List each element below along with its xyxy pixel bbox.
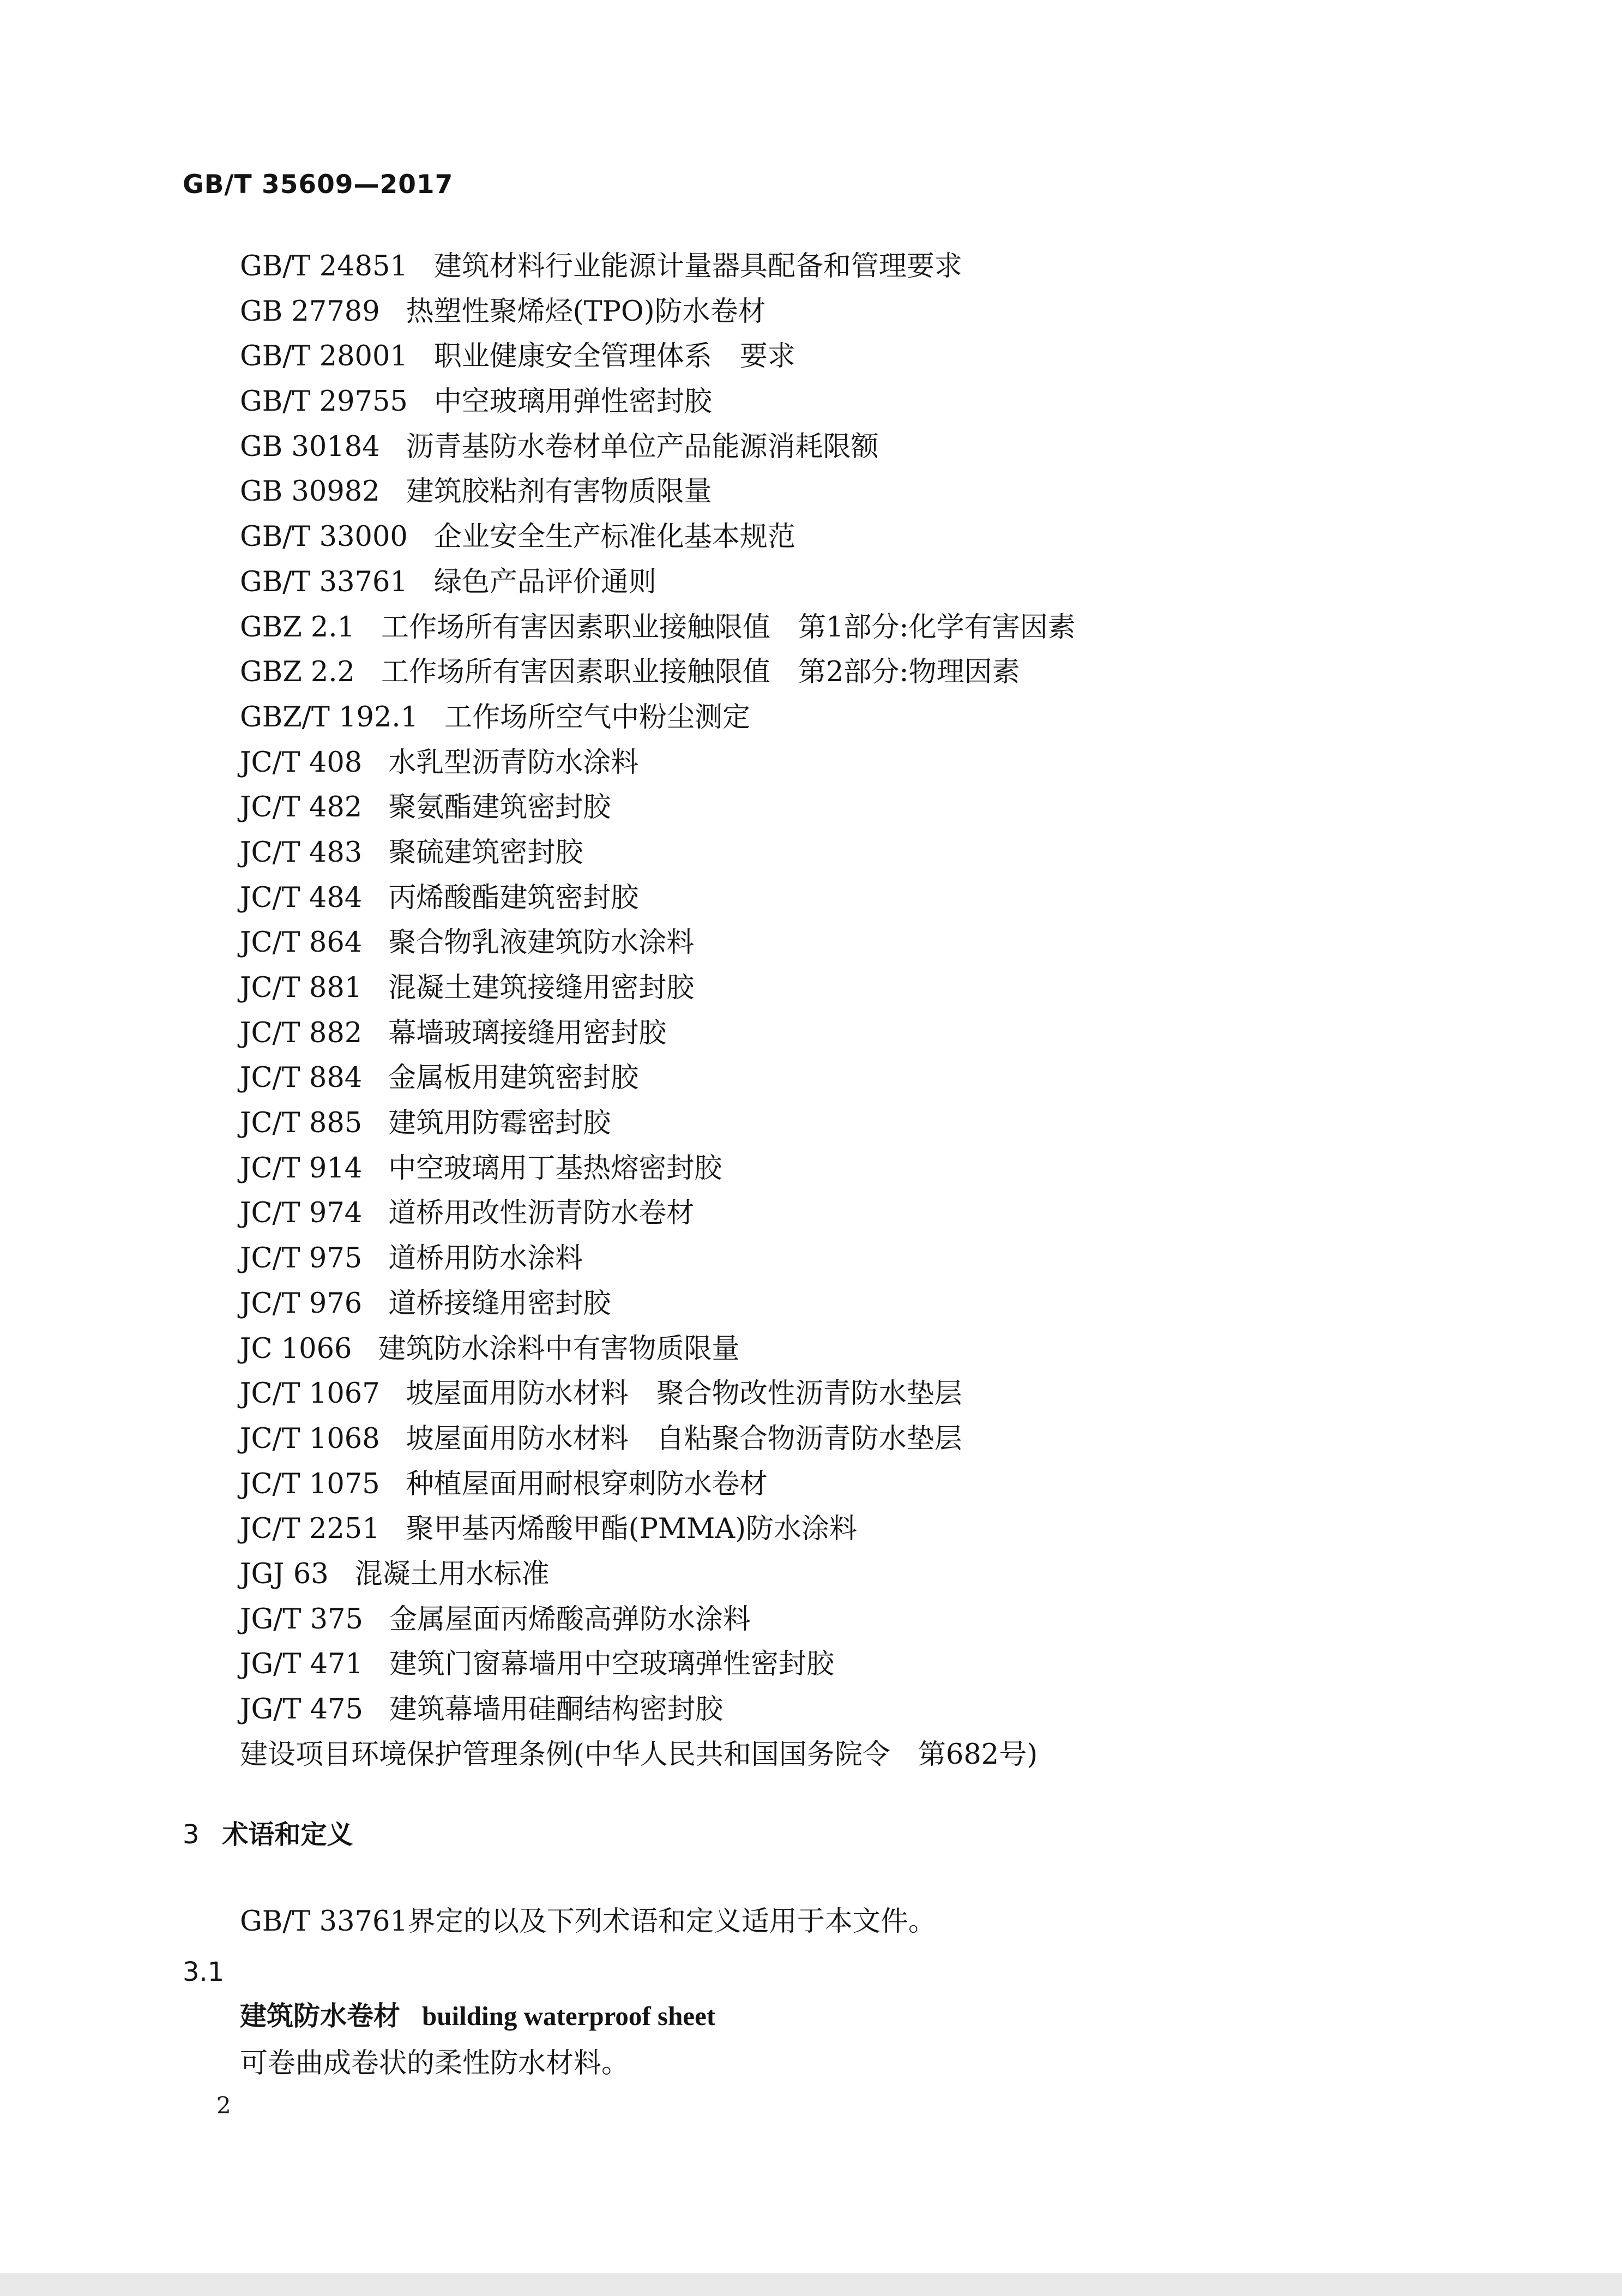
reference-code: JC/T 1068 [240,1422,380,1455]
reference-item [240,1146,1076,1192]
section-title: 术语和定义 [222,1819,353,1850]
reference-title: 工作场所有害因素职业接触限值 第1部分:化学有害因素 [381,611,1076,644]
reference-item [240,650,1076,695]
reference-title: 建筑用防霉密封胶 [388,1107,611,1140]
reference-item [240,1733,1076,1778]
reference-title: 工作场所空气中粉尘测定 [444,701,751,734]
reference-title: 工作场所有害因素职业接触限值 第2部分:物理因素 [381,656,1020,689]
reference-code: GB/T 33761 [240,566,408,598]
reference-item [240,605,1076,651]
reference-item [240,695,1076,741]
reference-code: GB/T 33000 [240,521,408,554]
reference-code: JC/T 884 [240,1062,363,1095]
reference-title: 建筑材料行业能源计量器具配备和管理要求 [433,250,962,283]
section-intro-text: GB/T 33761界定的以及下列术语和定义适用于本文件。 [240,1906,936,1938]
reference-title: 道桥接缝用密封胶 [388,1287,611,1320]
reference-title: 聚氨酯建筑密封胶 [388,791,611,824]
reference-code: GBZ 2.1 [240,611,355,644]
reference-item [240,1417,1076,1462]
reference-code: JC/T 881 [240,972,363,1004]
reference-code: JC/T 484 [240,881,363,914]
reference-code: GB/T 28001 [240,340,408,373]
reference-title: 水乳型沥青防水涂料 [388,746,639,779]
reference-code: JC/T 976 [240,1287,363,1320]
reference-item [240,831,1076,876]
section-number: 3 [183,1819,200,1850]
reference-item [240,1282,1076,1327]
term-english: building waterproof sheet [422,2001,716,2031]
reference-item [240,921,1076,966]
reference-item [240,290,1076,335]
reference-item [240,1101,1076,1146]
reference-code: JGJ 63 [240,1558,329,1590]
reference-title: 种植屋面用耐根穿刺防水卷材 [406,1468,768,1500]
reference-title: 沥青基防水卷材单位产品能源消耗限额 [406,430,879,463]
reference-item [240,1462,1076,1507]
reference-code: GBZ/T 192.1 [240,701,419,734]
reference-item [240,1236,1076,1282]
clause-number: 3.1 [183,1957,225,1987]
reference-item [240,515,1076,560]
reference-item [240,380,1076,425]
reference-title: 聚甲基丙烯酸甲酯(PMMA)防水涂料 [406,1513,858,1546]
reference-title: 混凝土建筑接缝用密封胶 [388,972,695,1004]
reference-title: 建筑防水涂料中有害物质限量 [378,1332,740,1365]
reference-title: 职业健康安全管理体系 要求 [433,340,795,373]
reference-title: 坡屋面用防水材料 聚合物改性沥青防水垫层 [406,1378,962,1410]
reference-code: GB/T 24851 [240,250,408,283]
reference-code: JC/T 1075 [240,1468,380,1500]
reference-title: 坡屋面用防水材料 自粘聚合物沥青防水垫层 [406,1422,962,1455]
reference-code: JC/T 2251 [240,1513,380,1546]
reference-item [240,1191,1076,1236]
reference-code: JC/T 885 [240,1107,363,1140]
reference-item [240,425,1076,470]
reference-title: 幕墙玻璃接缝用密封胶 [388,1017,667,1049]
reference-item [240,741,1076,786]
reference-title: 中空玻璃用丁基热熔密封胶 [388,1152,722,1185]
reference-item [240,1011,1076,1056]
reference-item [240,470,1076,515]
reference-code: GB 30184 [240,430,380,463]
reference-code: JC/T 882 [240,1017,363,1049]
reference-item [240,560,1076,605]
reference-item [240,966,1076,1011]
scan-bottom-band [0,2273,1622,2296]
reference-item [240,785,1076,831]
reference-title: 中空玻璃用弹性密封胶 [433,386,712,418]
reference-code: JG/T 375 [240,1603,363,1636]
reference-code: JC 1066 [240,1332,352,1365]
normative-references-list [240,244,1076,1777]
reference-code: GBZ 2.2 [240,656,355,689]
reference-title: 道桥用防水涂料 [388,1242,583,1275]
reference-code: JC/T 975 [240,1242,363,1275]
reference-title: 聚合物乳液建筑防水涂料 [388,927,695,959]
reference-code: JC/T 482 [240,791,363,824]
reference-item [240,1687,1076,1733]
standard-number-header: GB/T 35609—2017 [183,170,454,200]
reference-code: GB/T 29755 [240,386,408,418]
reference-title: 建筑幕墙用硅酮结构密封胶 [389,1693,723,1726]
reference-item [240,1056,1076,1101]
reference-item [240,1372,1076,1417]
page-number: 2 [216,2092,231,2119]
section-3-heading [183,1819,353,1850]
reference-item [240,244,1076,290]
reference-title: 丙烯酸酯建筑密封胶 [388,881,639,914]
reference-title: 混凝土用水标准 [354,1558,550,1590]
reference-title: 建设项目环境保护管理条例(中华人民共和国国务院令 第682号) [240,1738,1038,1771]
reference-code: JG/T 475 [240,1693,363,1726]
reference-title: 热塑性聚烯烃(TPO)防水卷材 [406,295,766,328]
reference-code: JC/T 864 [240,927,363,959]
reference-code: JC/T 408 [240,746,363,779]
reference-code: GB 30982 [240,476,380,508]
reference-item [240,1642,1076,1687]
reference-title: 道桥用改性沥青防水卷材 [388,1197,695,1230]
reference-title: 建筑门窗幕墙用中空玻璃弹性密封胶 [389,1648,834,1681]
reference-title: 绿色产品评价通则 [433,566,656,598]
reference-item [240,1507,1076,1552]
term-entry [240,2000,716,2031]
reference-code: JC/T 914 [240,1152,363,1185]
reference-title: 金属板用建筑密封胶 [388,1062,639,1095]
reference-item [240,876,1076,921]
reference-code: JC/T 483 [240,836,363,869]
term-chinese: 建筑防水卷材 [240,2000,401,2031]
reference-item [240,1552,1076,1597]
reference-title: 企业安全生产标准化基本规范 [433,521,795,554]
reference-title: 建筑胶粘剂有害物质限量 [406,476,712,508]
reference-item [240,334,1076,380]
reference-code: GB 27789 [240,295,380,328]
reference-code: JG/T 471 [240,1648,363,1681]
term-definition: 可卷曲成卷状的柔性防水材料。 [240,2047,630,2079]
reference-code: JC/T 974 [240,1197,363,1230]
reference-item [240,1327,1076,1372]
reference-title: 金属屋面丙烯酸高弹防水涂料 [389,1603,751,1636]
reference-item [240,1597,1076,1643]
reference-title: 聚硫建筑密封胶 [388,836,583,869]
reference-code: JC/T 1067 [240,1378,380,1410]
